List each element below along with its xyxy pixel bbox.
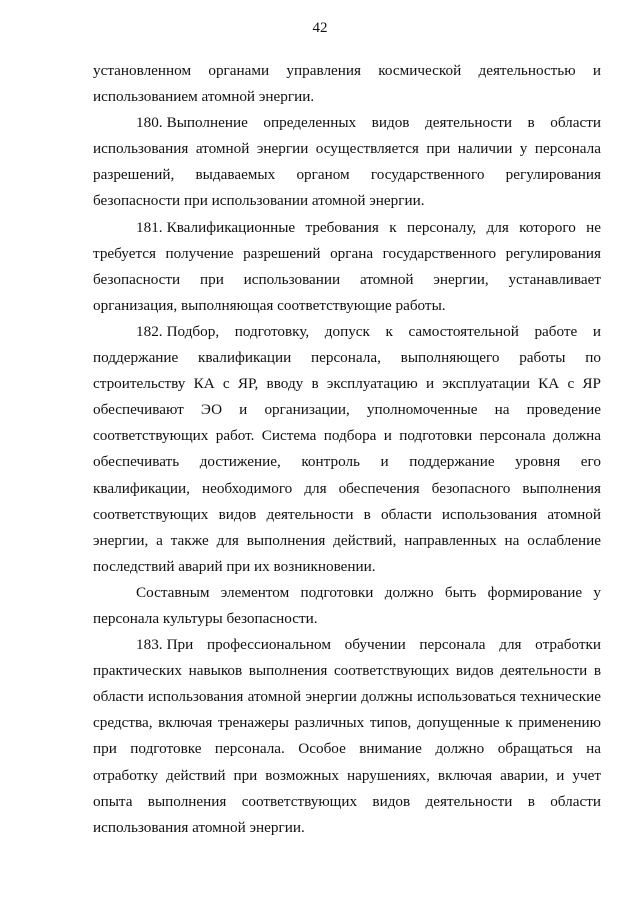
paragraph-text: Выполнение определенных видов деятельности в области использования атомной энергии осуществляется при наличии у персонала разрешений, выдаваемых органом государственного регулирования безопасности при использовании атомной энергии. — [93, 114, 601, 210]
paragraph-text: Квалификационные требования к персоналу, для которого не требуется получение разрешений органа государственного регулирования безопасности при использовании атомной энергии, устанавливает организация, выполняющая соответствующие работы. — [93, 218, 601, 314]
paragraph-number: 181. — [136, 218, 163, 236]
paragraph-181 — [93, 215, 601, 319]
paragraph-182 — [93, 319, 601, 580]
paragraph-continuation — [93, 58, 601, 110]
paragraph-number: 183. — [136, 636, 163, 654]
paragraph-text: Подбор, подготовку, допуск к самостоятельной работе и поддержание квалификации персонала, выполняющего работы по строительству КА с ЯР, вводу в эксплуатацию и эксплуатации КА с ЯР обеспечивают ЭО и организации, уполномоченные на проведение соответствующих работ. Система подбора и подготовки персонала должна обеспечивать достижение, контроль и поддержание уровня его квалификации, необходимого для обеспечения безопасного выполнения соответствующих видов деятельности в области использования атомной энергии, а также для выполнения действий, направленных на ослабление последствий аварий при их возникновении. — [93, 322, 601, 575]
page-number: 42 — [312, 20, 328, 36]
paragraph-text: При профессиональном обучении персонала для отработки практических навыков выполнения соответствующих видов деятельности в области использования атомной энергии должны использоваться технические средства, включая тренажеры различных типов, допущенные к применению при подготовке персонала. Особое внимание должно обращаться на отработку действий при возможных нарушениях, включая аварии, и учет опыта выполнения соответствующих видов деятельности в области использования атомной энергии. — [93, 636, 601, 836]
document-body — [93, 58, 601, 841]
paragraph-text: установленном органами управления космической деятельностью и использованием атомной энергии. — [93, 62, 601, 106]
paragraph-183 — [93, 632, 601, 841]
paragraph-182-addendum — [93, 580, 601, 632]
paragraph-180 — [93, 110, 601, 214]
paragraph-number: 180. — [136, 114, 163, 132]
paragraph-number: 182. — [136, 322, 163, 340]
paragraph-text: Составным элементом подготовки должно быть формирование у персонала культуры безопасности. — [93, 583, 601, 627]
